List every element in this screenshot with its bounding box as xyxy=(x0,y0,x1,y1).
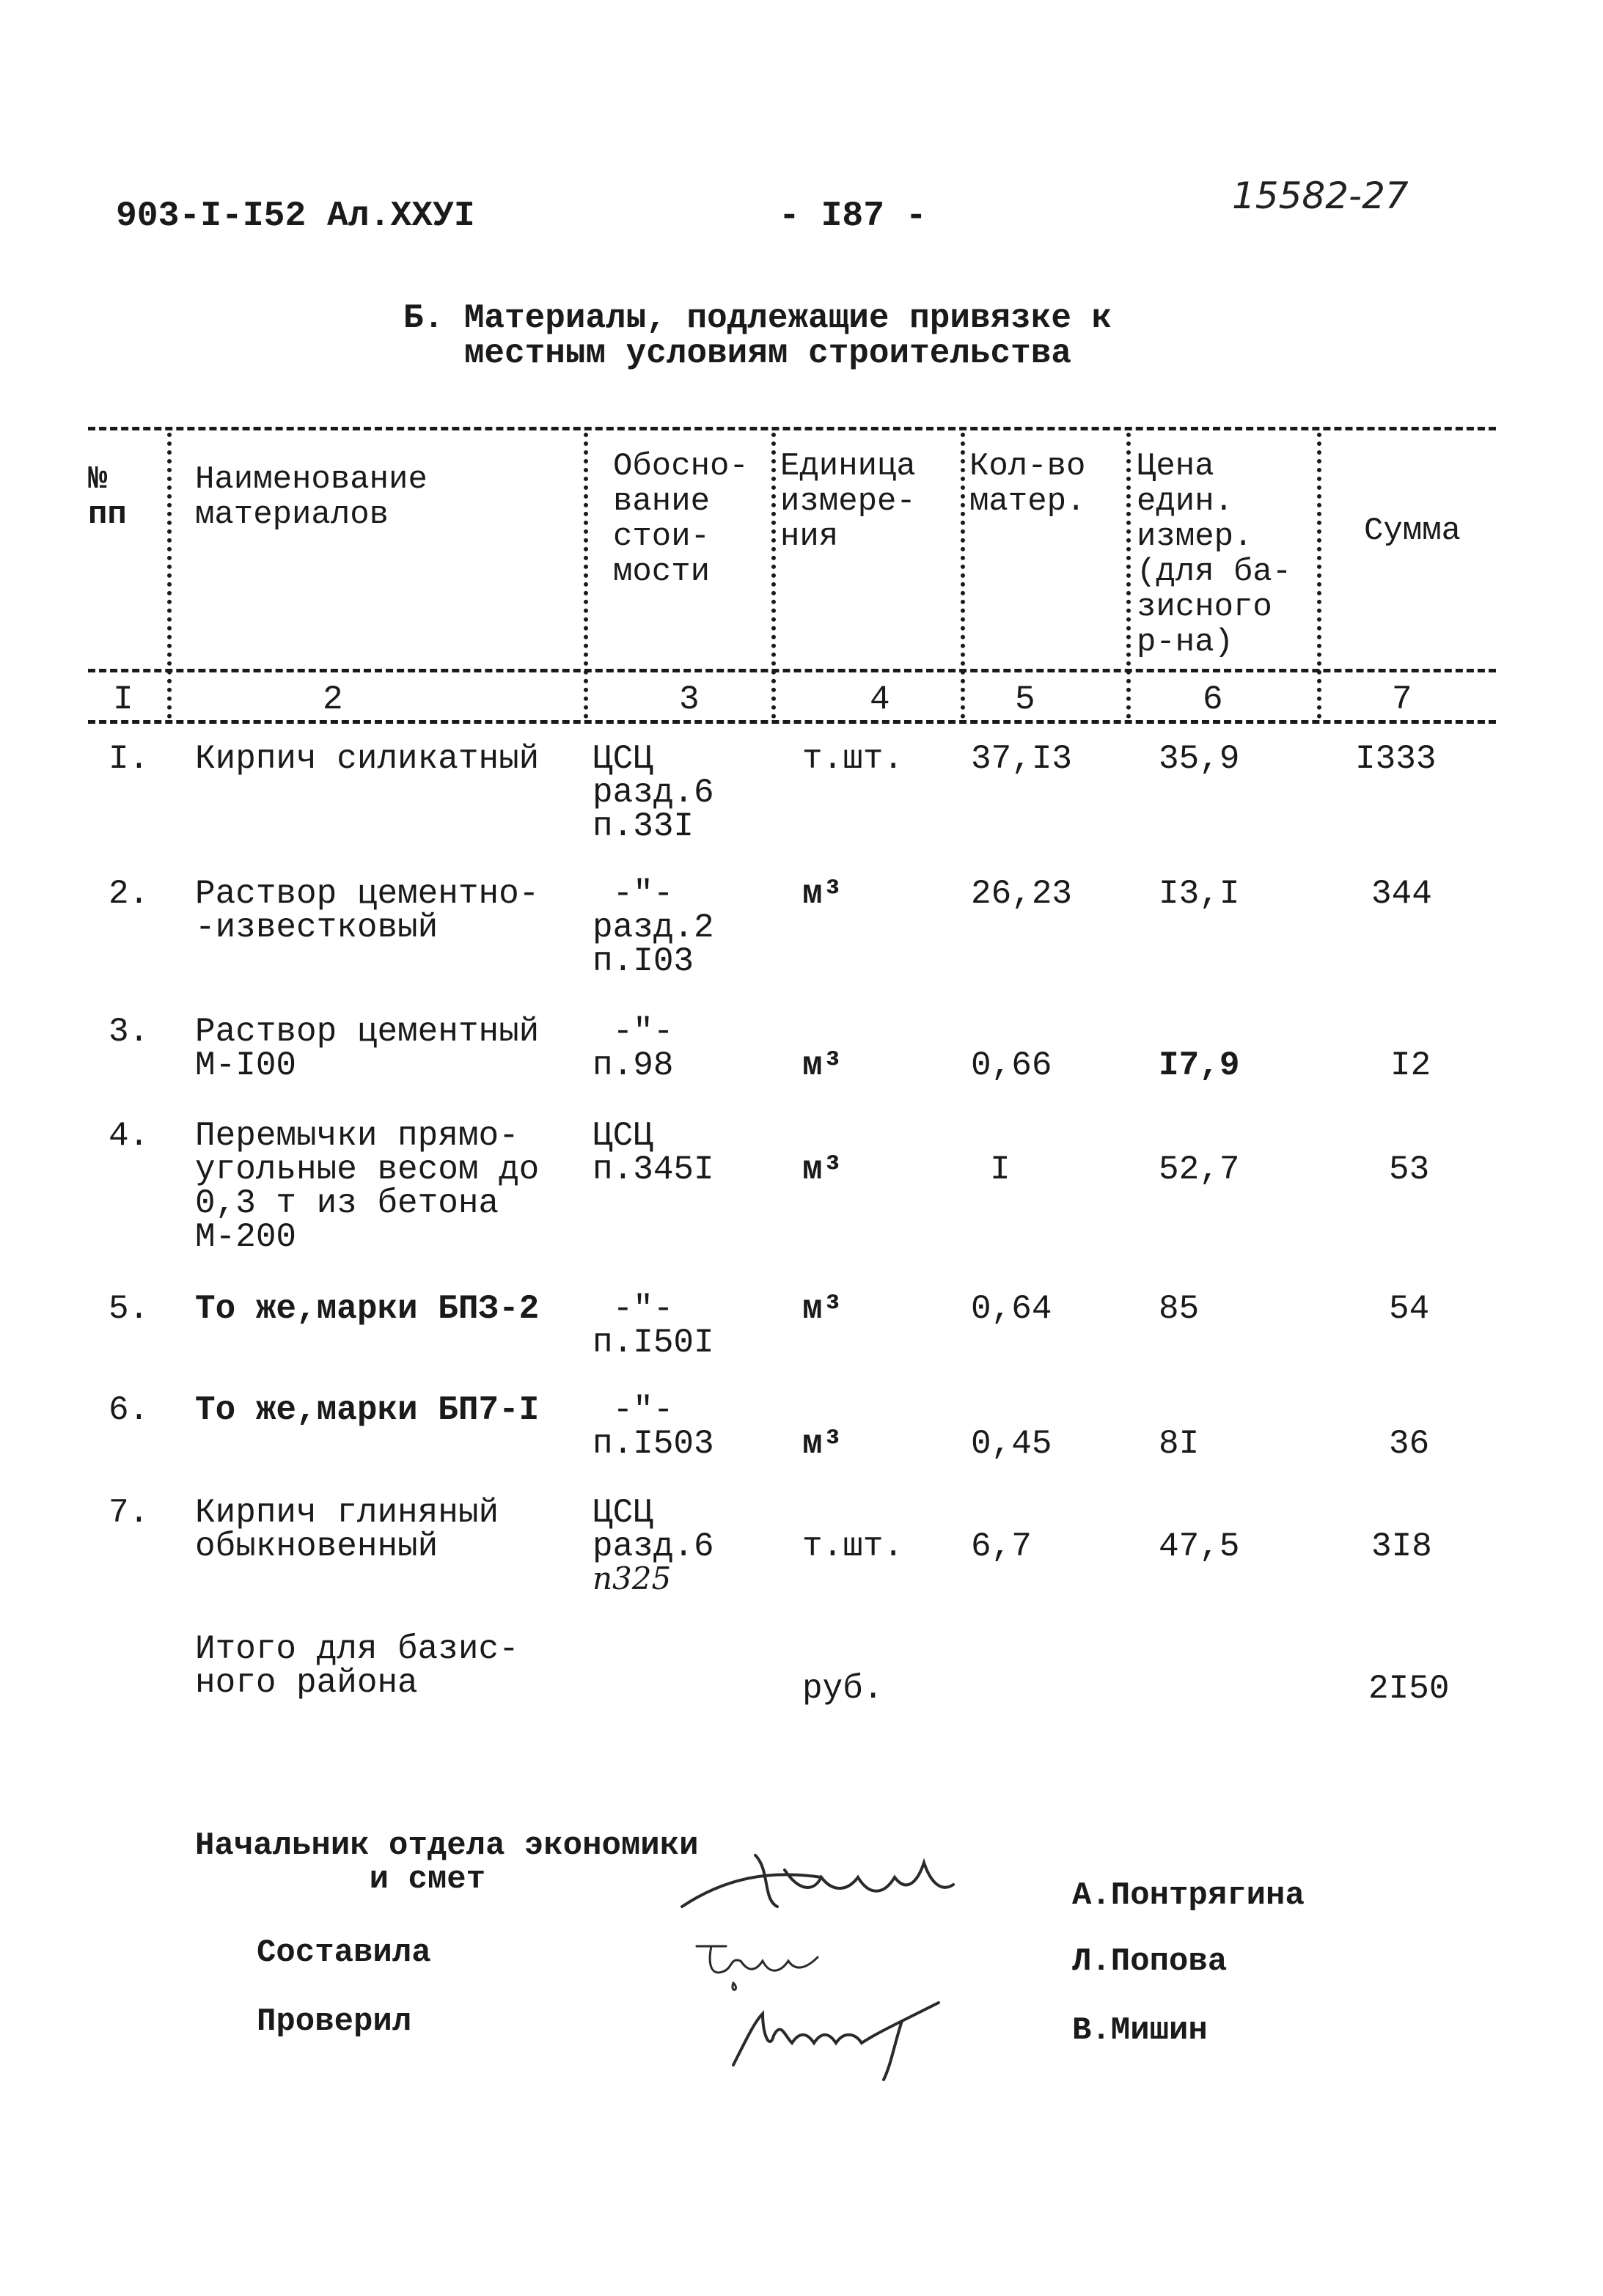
row-5-unit: м³ xyxy=(802,1290,843,1328)
signature-scribble-checked xyxy=(719,1992,961,2087)
row-3-qty: 0,66 xyxy=(971,1046,1052,1085)
signature-name-head: А.Понтрягина xyxy=(1072,1877,1305,1914)
header-sum: Сумма xyxy=(1364,513,1461,549)
row-3-num: 3. xyxy=(109,1013,150,1051)
signature-scribble-compiled xyxy=(689,1932,851,1998)
row-5-qty: 0,64 xyxy=(971,1290,1052,1328)
signature-name-checked: В.Мишин xyxy=(1072,2012,1208,2049)
col-separator xyxy=(1126,433,1131,719)
row-6-num: 6. xyxy=(109,1391,150,1429)
column-number: 6 xyxy=(1203,681,1223,719)
header-unit: Единица измере- ния xyxy=(780,448,916,555)
row-2-num: 2. xyxy=(109,875,150,913)
col-separator xyxy=(1317,433,1321,719)
signature-role-head: Начальник отдела экономики и смет xyxy=(195,1827,699,1898)
row-7-name: Кирпич глиняный обыкновенный xyxy=(195,1494,499,1566)
col-separator xyxy=(961,433,965,719)
row-6-unit: м³ xyxy=(802,1425,843,1463)
row-6-qty: 0,45 xyxy=(971,1425,1052,1463)
header-basis: Обосно- вание стои- мости xyxy=(613,448,749,590)
handwritten-number: 15582-27 xyxy=(1232,175,1409,217)
col-separator xyxy=(771,433,776,719)
row-6-sum: 36 xyxy=(1389,1425,1430,1463)
section-title: Б. Материалы, подлежащие привязке к местным условиям строительства xyxy=(403,299,1112,373)
header-qty: Кол-во матер. xyxy=(969,448,1086,520)
row-1-sum: I333 xyxy=(1355,740,1437,778)
row-7-sum: 3I8 xyxy=(1371,1527,1432,1566)
row-2-name: Раствор цементно- -известковый xyxy=(195,875,540,947)
row-3-price: I7,9 xyxy=(1159,1046,1240,1085)
row-7-num: 7. xyxy=(109,1494,150,1532)
row-3-basis: -"- п.98 xyxy=(593,1013,674,1085)
header-price: Цена един. измер. (для ба- зисного р-на) xyxy=(1137,448,1292,661)
row-4-basis: ЦСЦ п.345I xyxy=(593,1117,714,1189)
row-7-price: 47,5 xyxy=(1159,1527,1240,1566)
column-number: 5 xyxy=(1015,681,1035,719)
column-numbers-rule xyxy=(88,720,1496,724)
row-4-name: Перемычки прямо- угольные весом до 0,3 т из бетона М-200 xyxy=(195,1117,540,1256)
header-bottom-rule xyxy=(88,669,1496,672)
row-4-sum: 53 xyxy=(1389,1151,1430,1189)
column-number: I xyxy=(113,681,133,719)
row-2-sum: 344 xyxy=(1371,875,1432,913)
row-7-basis: ЦСЦ разд.6 xyxy=(593,1494,714,1566)
row-5-name: То же,марки БПЗ-2 xyxy=(195,1290,540,1328)
row-2-qty: 26,23 xyxy=(971,875,1073,913)
row-5-price: 85 xyxy=(1159,1290,1200,1328)
header-name: Наименование материалов xyxy=(195,461,428,533)
col-separator xyxy=(167,433,172,719)
row-4-qty: I xyxy=(990,1151,1010,1189)
row-3-unit: м³ xyxy=(802,1046,843,1085)
row-4-unit: м³ xyxy=(802,1151,843,1189)
row-2-unit: м³ xyxy=(802,875,843,913)
row-1-num: I. xyxy=(109,740,150,778)
row-3-name: Раствор цементный М-I00 xyxy=(195,1013,540,1085)
row-7-unit: т.шт. xyxy=(802,1527,904,1566)
signature-name-compiled: Л.Попова xyxy=(1072,1943,1228,1980)
total-unit: руб. xyxy=(802,1670,884,1708)
total-sum: 2I50 xyxy=(1368,1670,1450,1708)
column-number: 4 xyxy=(870,681,890,719)
row-4-num: 4. xyxy=(109,1117,150,1155)
row-5-sum: 54 xyxy=(1389,1290,1430,1328)
signature-scribble-head xyxy=(660,1826,1012,1929)
row-1-qty: 37,I3 xyxy=(971,740,1073,778)
row-4-price: 52,7 xyxy=(1159,1151,1240,1189)
document-code: 903-I-I52 Ал.XXУI xyxy=(116,197,475,236)
column-number: 7 xyxy=(1392,681,1412,719)
col-separator xyxy=(584,433,588,719)
row-7-qty: 6,7 xyxy=(971,1527,1032,1566)
row-5-basis: -"- п.I50I xyxy=(593,1290,714,1362)
total-label: Итого для базис- ного района xyxy=(195,1630,519,1702)
row-2-basis: -"- разд.2 п.I03 xyxy=(593,875,714,980)
column-number: 2 xyxy=(323,681,343,719)
row-1-basis: ЦСЦ разд.6 п.33I xyxy=(593,740,714,846)
row-2-price: I3,I xyxy=(1159,875,1240,913)
row-6-price: 8I xyxy=(1159,1425,1200,1463)
column-number: 3 xyxy=(679,681,700,719)
row-7-basis-handwritten: п325 xyxy=(593,1560,672,1596)
table-top-rule xyxy=(88,427,1496,430)
signature-role-checked: Проверил xyxy=(257,2003,412,2040)
signature-role-compiled: Составила xyxy=(257,1934,431,1971)
row-1-unit: т.шт. xyxy=(802,740,904,778)
row-6-basis: -"- п.I503 xyxy=(593,1391,714,1463)
row-5-num: 5. xyxy=(109,1290,150,1328)
header-num: № пп xyxy=(88,461,127,533)
row-3-sum: I2 xyxy=(1390,1046,1431,1085)
row-1-price: 35,9 xyxy=(1159,740,1240,778)
row-6-name: То же,марки БП7-I xyxy=(195,1391,540,1429)
row-1-name: Кирпич силикатный xyxy=(195,740,540,778)
page-number: - I87 - xyxy=(779,197,927,236)
